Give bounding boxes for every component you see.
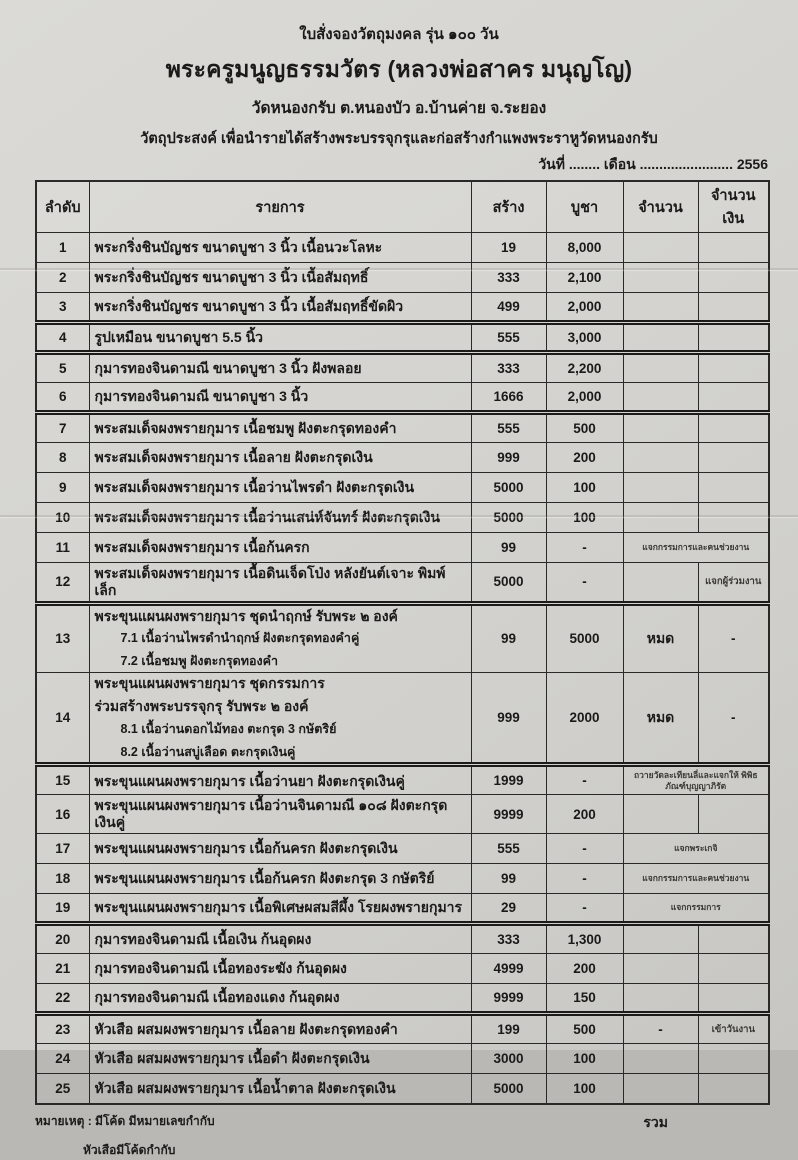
cell-amount: เข้าวันงาน (698, 1014, 769, 1044)
cell-order-no: 25 (36, 1074, 89, 1104)
cell-amount (698, 383, 769, 413)
cell-made-count: 9999 (471, 795, 546, 834)
table-row (36, 1014, 769, 1044)
cell-quantity (623, 473, 698, 503)
cell-made-count: 3000 (471, 1044, 546, 1074)
cell-item-name (89, 834, 471, 864)
cell-made-count: 5000 (471, 503, 546, 533)
cell-order-no: 4 (36, 323, 89, 353)
cell-quantity (623, 233, 698, 263)
cell-order-no: 20 (36, 924, 89, 954)
cell-quantity (623, 383, 698, 413)
footer-note-1: หมายเหตุ : มีโค้ด มีหมายเลขกำกับ (35, 1113, 215, 1128)
cell-item-name (89, 924, 471, 954)
cell-quantity: หมด (623, 603, 698, 672)
cell-made-count: 29 (471, 894, 546, 924)
cell-item-name (89, 864, 471, 894)
cell-item-name (89, 984, 471, 1014)
cell-price: 200 (546, 795, 623, 834)
table-row (36, 563, 769, 604)
footer-note-2: หัวเสือมีโค้ดกำกับ (83, 1142, 176, 1157)
item-title: พระขุนแผนผงพรายกุมาร ชุดนำฤกษ์ รับพระ ๒ องค์ (94, 607, 398, 624)
cell-item-name (89, 603, 471, 672)
item-title: หัวเสือ ผสมผงพรายกุมาร เนื้อดำ ฝังตะกรุดเงิน (94, 1050, 370, 1067)
cell-distribution-note: แจกกรรมการและคนช่วยงาน (623, 864, 769, 894)
table-header (36, 181, 769, 233)
cell-quantity (623, 1074, 698, 1104)
cell-item-name (89, 1074, 471, 1104)
table-row (36, 443, 769, 473)
cell-order-no: 1 (36, 233, 89, 263)
cell-made-count: 555 (471, 323, 546, 353)
cell-order-no: 10 (36, 503, 89, 533)
cell-item-name (89, 383, 471, 413)
cell-order-no: 3 (36, 293, 89, 323)
cell-price: 5000 (546, 603, 623, 672)
column-header-made: สร้าง (471, 181, 546, 233)
column-header-quantity: จำนวน (623, 181, 698, 233)
cell-price: 100 (546, 1074, 623, 1104)
item-title: พระสมเด็จผงพรายกุมาร เนื้อว่านเสน่ห์จันทร์ ฝังตะกรุดเงิน (94, 509, 440, 526)
order-table (35, 180, 770, 1105)
cell-price: 500 (546, 1014, 623, 1044)
cell-price: 2000 (546, 672, 623, 765)
cell-order-no: 18 (36, 864, 89, 894)
table-row (36, 672, 769, 765)
cell-price: 150 (546, 984, 623, 1014)
item-title: พระขุนแผนผงพรายกุมาร เนื้อก้นครก ฝังตะกรุดเงิน (94, 840, 398, 857)
cell-item-name (89, 765, 471, 795)
cell-price: - (546, 533, 623, 563)
cell-quantity (623, 503, 698, 533)
item-sub-line: 7.2 เนื้อชมพู ฝังตะกรุดทองคำ (120, 654, 279, 669)
table-row (36, 864, 769, 894)
table-row (36, 323, 769, 353)
table-row (36, 413, 769, 443)
cell-price: 200 (546, 443, 623, 473)
cell-made-count: 1666 (471, 383, 546, 413)
cell-price: 1,300 (546, 924, 623, 954)
item-title: พระสมเด็จผงพรายกุมาร เนื้อดินเจ็ดโป่ง หลังยันต์เจาะ พิมพ์เล็ก (94, 565, 446, 598)
cell-item-name (89, 533, 471, 563)
cell-order-no: 14 (36, 672, 89, 765)
cell-item-name (89, 353, 471, 383)
table-row (36, 924, 769, 954)
cell-order-no: 16 (36, 795, 89, 834)
cell-order-no: 8 (36, 443, 89, 473)
table-row (36, 795, 769, 834)
item-title: รูปเหมือน ขนาดบูชา 5.5 นิ้ว (94, 329, 264, 346)
cell-amount (698, 353, 769, 383)
date-line: วันที่ ........ เดือน ........................ 2556 (538, 156, 768, 172)
cell-item-name (89, 672, 471, 765)
cell-amount: - (698, 672, 769, 765)
cell-made-count: 499 (471, 293, 546, 323)
item-sub-line: 8.2 เนื้อว่านสบู่เลือด ตะกรุดเงินคู่ (120, 744, 296, 759)
cell-made-count: 1999 (471, 765, 546, 795)
cell-quantity (623, 353, 698, 383)
cell-made-count: 333 (471, 263, 546, 293)
cell-amount (698, 954, 769, 984)
cell-order-no: 9 (36, 473, 89, 503)
item-title: พระสมเด็จผงพรายกุมาร เนื้อว่านไพรดำ ฝังตะกรุดเงิน (94, 479, 415, 496)
cell-order-no: 24 (36, 1044, 89, 1074)
table-row (36, 894, 769, 924)
cell-price: 100 (546, 1044, 623, 1074)
cell-price: 2,100 (546, 263, 623, 293)
cell-made-count: 99 (471, 533, 546, 563)
purpose-line: วัตถุประสงค์ เพื่อนำรายได้สร้างพระบรรจุกรุและก่อสร้างกำแพงพระราหูวัดหนองกรับ (140, 131, 658, 147)
cell-amount (698, 443, 769, 473)
table-row (36, 1074, 769, 1104)
cell-quantity: - (623, 1014, 698, 1044)
cell-order-no: 6 (36, 383, 89, 413)
item-title: พระกริ่งชินบัญชร ขนาดบูชา 3 นิ้ว เนื้อสัมฤทธิ์ (94, 269, 369, 286)
cell-amount (698, 293, 769, 323)
item-title: หัวเสือ ผสมผงพรายกุมาร เนื้อน้ำตาล ฝังตะกรุดเงิน (94, 1079, 396, 1096)
cell-amount (698, 473, 769, 503)
cell-made-count: 5000 (471, 473, 546, 503)
cell-item-name (89, 263, 471, 293)
cell-price: - (546, 894, 623, 924)
cell-quantity (623, 563, 698, 604)
table-row (36, 293, 769, 323)
table-row (36, 263, 769, 293)
cell-made-count: 99 (471, 603, 546, 672)
cell-amount (698, 263, 769, 293)
table-row (36, 954, 769, 984)
form-subtitle: ใบสั่งจองวัตถุมงคล รุ่น ๑๐๐ วัน (299, 26, 499, 43)
cell-item-name (89, 503, 471, 533)
cell-order-no: 5 (36, 353, 89, 383)
cell-made-count: 5000 (471, 563, 546, 604)
cell-price: 500 (546, 413, 623, 443)
cell-amount (698, 233, 769, 263)
column-header-price: บูชา (546, 181, 623, 233)
item-title-line2: ร่วมสร้างพระบรรจุกรุ รับพระ ๒ องค์ (94, 698, 309, 715)
column-header-amount: จำนวนเงิน (698, 181, 769, 233)
cell-price: 100 (546, 473, 623, 503)
table-row (36, 473, 769, 503)
item-title: กุมารทองจินดามณี ขนาดบูชา 3 นิ้ว (94, 388, 309, 405)
cell-distribution-note: แจกพระเกจิ (623, 834, 769, 864)
cell-distribution-note: แจกกรรมการ (623, 894, 769, 924)
item-title: กุมารทองจินดามณี เนื้อทองแดง ก้นอุดผง (94, 989, 340, 1006)
cell-item-name (89, 473, 471, 503)
cell-made-count: 333 (471, 924, 546, 954)
item-sub-line: 7.1 เนื้อว่านไพรดำนำฤกษ์ ฝังตะกรุดทองคำคู่ (120, 631, 360, 646)
cell-item-name (89, 954, 471, 984)
item-title: หัวเสือ ผสมผงพรายกุมาร เนื้อลาย ฝังตะกรุดทองคำ (94, 1021, 398, 1038)
cell-order-no: 13 (36, 603, 89, 672)
cell-amount (698, 984, 769, 1014)
total-label: รวม (643, 1113, 668, 1130)
cell-quantity: หมด (623, 672, 698, 765)
cell-quantity (623, 1044, 698, 1074)
table-row (36, 353, 769, 383)
cell-item-name (89, 1014, 471, 1044)
cell-made-count: 4999 (471, 954, 546, 984)
item-title: พระขุนแผนผงพรายกุมาร เนื้อว่านจินดามณี ๑๐๘ ฝังตะกรุดเงินคู่ (94, 797, 448, 831)
column-header-order-no: ลำดับ (36, 181, 89, 233)
cell-item-name (89, 233, 471, 263)
item-title: พระขุนแผนผงพรายกุมาร ชุดกรรมการ (94, 674, 325, 691)
cell-made-count: 199 (471, 1014, 546, 1044)
cell-order-no: 7 (36, 413, 89, 443)
document-footer (35, 1112, 768, 1160)
cell-quantity (623, 984, 698, 1014)
cell-order-no: 11 (36, 533, 89, 563)
item-title: พระสมเด็จผงพรายกุมาร เนื้อชมพู ฝังตะกรุดทองคำ (94, 420, 397, 437)
temple-address: วัดหนองกรับ ต.หนองบัว อ.บ้านค่าย จ.ระยอง (251, 100, 547, 117)
cell-quantity (623, 795, 698, 834)
cell-order-no: 23 (36, 1014, 89, 1044)
cell-made-count: 555 (471, 413, 546, 443)
cell-quantity (623, 443, 698, 473)
cell-order-no: 2 (36, 263, 89, 293)
cell-made-count: 99 (471, 864, 546, 894)
cell-item-name (89, 413, 471, 443)
cell-quantity (623, 954, 698, 984)
cell-amount: แจกผู้ร่วมงาน (698, 563, 769, 604)
cell-price: 2,000 (546, 383, 623, 413)
cell-made-count: 9999 (471, 984, 546, 1014)
column-header-item: รายการ (89, 181, 471, 233)
table-row (36, 383, 769, 413)
item-title: พระสมเด็จผงพรายกุมาร เนื้อก้นครก (94, 539, 310, 556)
item-title: พระขุนแผนผงพรายกุมาร เนื้อพิเศษผสมสีผึ้ง โรยผงพรายกุมาร (94, 899, 463, 916)
cell-item-name (89, 1044, 471, 1074)
cell-made-count: 555 (471, 834, 546, 864)
cell-order-no: 15 (36, 765, 89, 795)
cell-item-name (89, 443, 471, 473)
cell-price: - (546, 563, 623, 604)
item-title: กุมารทองจินดามณี ขนาดบูชา 3 นิ้ว ฝังพลอย (94, 360, 362, 377)
cell-price: - (546, 864, 623, 894)
cell-amount (698, 1074, 769, 1104)
cell-made-count: 19 (471, 233, 546, 263)
cell-amount (698, 323, 769, 353)
cell-order-no: 12 (36, 563, 89, 604)
cell-quantity (623, 263, 698, 293)
item-sub-line: 8.1 เนื้อว่านดอกไม้ทอง ตะกรุด 3 กษัตริย์ (120, 722, 337, 737)
order-table-body (36, 233, 769, 1104)
cell-price: 3,000 (546, 323, 623, 353)
cell-amount: - (698, 603, 769, 672)
cell-order-no: 17 (36, 834, 89, 864)
cell-amount (698, 413, 769, 443)
cell-quantity (623, 413, 698, 443)
cell-quantity (623, 924, 698, 954)
cell-quantity (623, 293, 698, 323)
item-title: กุมารทองจินดามณี เนื้อทองระฆัง ก้นอุดผง (94, 960, 347, 977)
cell-item-name (89, 795, 471, 834)
table-row (36, 834, 769, 864)
cell-distribution-note: ถวายวัดละเทียนลี่และแจกให้ พิพิธภัณฑ์บุญญาภิรัต (623, 765, 769, 795)
cell-quantity (623, 323, 698, 353)
cell-item-name (89, 293, 471, 323)
cell-amount (698, 795, 769, 834)
cell-made-count: 5000 (471, 1074, 546, 1104)
cell-price: 8,000 (546, 233, 623, 263)
cell-price: 100 (546, 503, 623, 533)
cell-price: - (546, 765, 623, 795)
document-title: พระครูมนูญธรรมวัตร (หลวงพ่อสาคร มนุญโญ) (165, 56, 633, 82)
cell-made-count: 999 (471, 443, 546, 473)
document-header (0, 0, 798, 150)
cell-order-no: 22 (36, 984, 89, 1014)
item-title: พระสมเด็จผงพรายกุมาร เนื้อลาย ฝังตะกรุดเงิน (94, 449, 373, 466)
table-row (36, 603, 769, 672)
cell-order-no: 19 (36, 894, 89, 924)
cell-amount (698, 503, 769, 533)
item-title: กุมารทองจินดามณี เนื้อเงิน ก้นอุดผง (94, 931, 312, 948)
cell-made-count: 333 (471, 353, 546, 383)
cell-price: 200 (546, 954, 623, 984)
cell-price: - (546, 834, 623, 864)
cell-price: 2,200 (546, 353, 623, 383)
table-row (36, 984, 769, 1014)
table-row (36, 1044, 769, 1074)
item-title: พระขุนแผนผงพรายกุมาร เนื้อก้นครก ฝังตะกรุด 3 กษัตริย์ (94, 870, 435, 887)
cell-item-name (89, 563, 471, 604)
item-title: พระกริ่งชินบัญชร ขนาดบูชา 3 นิ้ว เนื้อนวะโลหะ (94, 239, 383, 256)
cell-made-count: 999 (471, 672, 546, 765)
item-title: พระขุนแผนผงพรายกุมาร เนื้อว่านยา ฝังตะกรุดเงินคู่ (94, 772, 405, 789)
cell-item-name (89, 894, 471, 924)
cell-amount (698, 924, 769, 954)
item-title: พระกริ่งชินบัญชร ขนาดบูชา 3 นิ้ว เนื้อสัมฤทธิ์ขัดผิว (94, 298, 404, 315)
cell-item-name (89, 323, 471, 353)
table-row (36, 233, 769, 263)
cell-amount (698, 1044, 769, 1074)
table-row (36, 765, 769, 795)
table-row (36, 533, 769, 563)
cell-order-no: 21 (36, 954, 89, 984)
cell-price: 2,000 (546, 293, 623, 323)
table-row (36, 503, 769, 533)
cell-distribution-note: แจกกรรมการและคนช่วยงาน (623, 533, 769, 563)
